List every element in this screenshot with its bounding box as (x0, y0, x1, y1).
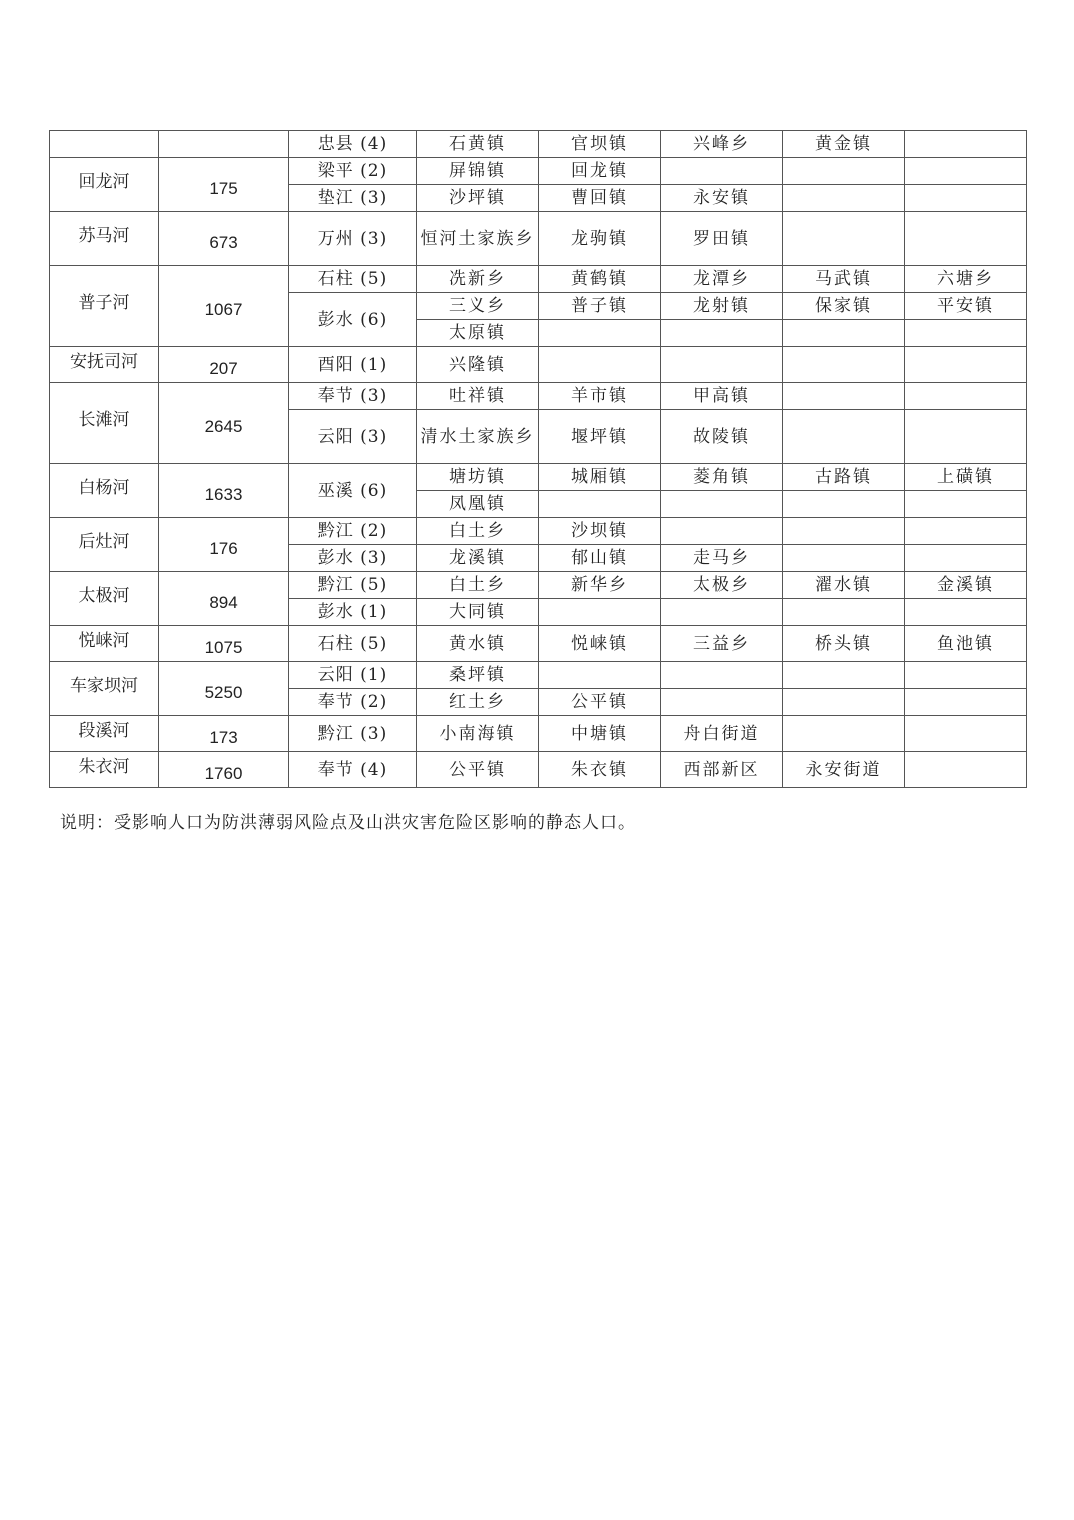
town-cell (905, 689, 1027, 716)
town-cell: 罗田镇 (661, 212, 783, 266)
town-cell (783, 212, 905, 266)
town-cell: 官坝镇 (539, 131, 661, 158)
river-name-cell: 苏马河 (50, 212, 159, 266)
town-cell (905, 752, 1027, 788)
town-cell: 兴峰乡 (661, 131, 783, 158)
town-cell (905, 410, 1027, 464)
town-cell: 三益乡 (661, 626, 783, 662)
town-cell: 永安镇 (661, 185, 783, 212)
town-cell: 保家镇 (783, 293, 905, 320)
town-cell (783, 518, 905, 545)
river-name-cell: 普子河 (50, 266, 159, 347)
town-cell (783, 689, 905, 716)
town-cell: 龙射镇 (661, 293, 783, 320)
table-row (50, 716, 1027, 752)
population-cell: 1760 (159, 752, 289, 788)
town-cell (661, 320, 783, 347)
town-cell: 龙潭乡 (661, 266, 783, 293)
population-cell: 173 (159, 716, 289, 752)
town-cell (661, 347, 783, 383)
town-cell: 西部新区 (661, 752, 783, 788)
town-cell (783, 320, 905, 347)
river-name-cell: 朱衣河 (50, 752, 159, 788)
town-cell (905, 716, 1027, 752)
county-cell: 黔江 (5) (289, 572, 417, 599)
town-cell (661, 689, 783, 716)
river-name-cell: 悦崃河 (50, 626, 159, 662)
river-name-cell (50, 131, 159, 158)
town-cell: 濯水镇 (783, 572, 905, 599)
town-cell (905, 491, 1027, 518)
county-cell: 奉节 (3) (289, 383, 417, 410)
town-cell: 清水土家族乡 (417, 410, 539, 464)
town-cell (905, 320, 1027, 347)
table-body (50, 131, 1027, 788)
town-cell: 龙驹镇 (539, 212, 661, 266)
table-note: 说明：受影响人口为防洪薄弱风险点及山洪灾害危险区影响的静态人口。 (60, 813, 636, 833)
town-cell (783, 158, 905, 185)
town-cell (539, 320, 661, 347)
town-cell (539, 491, 661, 518)
town-cell: 曹回镇 (539, 185, 661, 212)
town-cell: 三义乡 (417, 293, 539, 320)
flood-risk-table (49, 130, 1027, 788)
county-cell: 忠县 (4) (289, 131, 417, 158)
town-cell: 悦崃镇 (539, 626, 661, 662)
table-row (50, 626, 1027, 662)
river-name-cell: 后灶河 (50, 518, 159, 572)
town-cell: 中塘镇 (539, 716, 661, 752)
population-cell: 894 (159, 572, 289, 626)
town-cell: 朱衣镇 (539, 752, 661, 788)
river-name-cell: 安抚司河 (50, 347, 159, 383)
town-cell (783, 545, 905, 572)
river-name-cell: 回龙河 (50, 158, 159, 212)
town-cell: 石黄镇 (417, 131, 539, 158)
town-cell (783, 185, 905, 212)
town-cell (783, 599, 905, 626)
county-cell: 酉阳 (1) (289, 347, 417, 383)
town-cell: 马武镇 (783, 266, 905, 293)
town-cell (539, 599, 661, 626)
town-cell (539, 347, 661, 383)
town-cell: 郁山镇 (539, 545, 661, 572)
town-cell (905, 158, 1027, 185)
town-cell: 平安镇 (905, 293, 1027, 320)
county-cell: 彭水 (6) (289, 293, 417, 347)
population-cell: 673 (159, 212, 289, 266)
county-cell: 黔江 (3) (289, 716, 417, 752)
town-cell (905, 662, 1027, 689)
town-cell: 故陵镇 (661, 410, 783, 464)
town-cell: 黄水镇 (417, 626, 539, 662)
town-cell (539, 662, 661, 689)
town-cell: 走马乡 (661, 545, 783, 572)
town-cell: 永安街道 (783, 752, 905, 788)
town-cell: 凤凰镇 (417, 491, 539, 518)
population-cell: 5250 (159, 662, 289, 716)
town-cell: 桥头镇 (783, 626, 905, 662)
county-cell: 云阳 (3) (289, 410, 417, 464)
town-cell: 甲高镇 (661, 383, 783, 410)
table-row (50, 158, 1027, 185)
county-cell: 彭水 (3) (289, 545, 417, 572)
town-cell (661, 158, 783, 185)
town-cell (905, 212, 1027, 266)
town-cell: 鱼池镇 (905, 626, 1027, 662)
town-cell: 古路镇 (783, 464, 905, 491)
town-cell: 菱角镇 (661, 464, 783, 491)
town-cell (661, 599, 783, 626)
county-cell: 黔江 (2) (289, 518, 417, 545)
town-cell: 白土乡 (417, 572, 539, 599)
town-cell (661, 491, 783, 518)
town-cell (783, 347, 905, 383)
population-cell: 1067 (159, 266, 289, 347)
town-cell: 沙坪镇 (417, 185, 539, 212)
town-cell: 羊市镇 (539, 383, 661, 410)
town-cell: 大同镇 (417, 599, 539, 626)
town-cell (661, 518, 783, 545)
county-cell: 奉节 (2) (289, 689, 417, 716)
town-cell: 公平镇 (539, 689, 661, 716)
town-cell: 沙坝镇 (539, 518, 661, 545)
town-cell: 白土乡 (417, 518, 539, 545)
county-cell: 万州 (3) (289, 212, 417, 266)
town-cell: 吐祥镇 (417, 383, 539, 410)
population-cell: 207 (159, 347, 289, 383)
table-row (50, 383, 1027, 410)
town-cell: 公平镇 (417, 752, 539, 788)
town-cell: 太极乡 (661, 572, 783, 599)
river-name-cell: 长滩河 (50, 383, 159, 464)
river-name-cell: 车家坝河 (50, 662, 159, 716)
table-row (50, 266, 1027, 293)
town-cell (905, 347, 1027, 383)
town-cell: 兴隆镇 (417, 347, 539, 383)
town-cell: 小南海镇 (417, 716, 539, 752)
town-cell (783, 383, 905, 410)
population-cell: 1633 (159, 464, 289, 518)
river-name-cell: 太极河 (50, 572, 159, 626)
town-cell: 黄金镇 (783, 131, 905, 158)
town-cell: 金溪镇 (905, 572, 1027, 599)
town-cell (661, 662, 783, 689)
town-cell: 恒河土家族乡 (417, 212, 539, 266)
town-cell: 冼新乡 (417, 266, 539, 293)
county-cell: 石柱 (5) (289, 266, 417, 293)
county-cell: 彭水 (1) (289, 599, 417, 626)
table-row (50, 212, 1027, 266)
town-cell: 桑坪镇 (417, 662, 539, 689)
county-cell: 石柱 (5) (289, 626, 417, 662)
table-row (50, 131, 1027, 158)
table-row (50, 662, 1027, 689)
river-name-cell: 白杨河 (50, 464, 159, 518)
town-cell (783, 662, 905, 689)
town-cell: 龙溪镇 (417, 545, 539, 572)
town-cell: 普子镇 (539, 293, 661, 320)
town-cell (905, 131, 1027, 158)
table-row (50, 752, 1027, 788)
county-cell: 云阳 (1) (289, 662, 417, 689)
population-cell: 175 (159, 158, 289, 212)
town-cell: 太原镇 (417, 320, 539, 347)
county-cell: 垫江 (3) (289, 185, 417, 212)
town-cell (905, 383, 1027, 410)
town-cell (905, 518, 1027, 545)
town-cell (905, 185, 1027, 212)
town-cell: 堰坪镇 (539, 410, 661, 464)
town-cell: 舟白街道 (661, 716, 783, 752)
table-row (50, 572, 1027, 599)
town-cell (783, 716, 905, 752)
county-cell: 奉节 (4) (289, 752, 417, 788)
town-cell: 回龙镇 (539, 158, 661, 185)
county-cell: 梁平 (2) (289, 158, 417, 185)
town-cell (783, 491, 905, 518)
county-cell: 巫溪 (6) (289, 464, 417, 518)
town-cell: 城厢镇 (539, 464, 661, 491)
town-cell (783, 410, 905, 464)
table-row (50, 347, 1027, 383)
town-cell: 红土乡 (417, 689, 539, 716)
town-cell: 屏锦镇 (417, 158, 539, 185)
river-name-cell: 段溪河 (50, 716, 159, 752)
town-cell: 黄鹤镇 (539, 266, 661, 293)
population-cell: 176 (159, 518, 289, 572)
town-cell: 塘坊镇 (417, 464, 539, 491)
table-row (50, 518, 1027, 545)
town-cell (905, 545, 1027, 572)
table-row (50, 464, 1027, 491)
town-cell: 上磺镇 (905, 464, 1027, 491)
town-cell: 六塘乡 (905, 266, 1027, 293)
population-cell: 2645 (159, 383, 289, 464)
town-cell (905, 599, 1027, 626)
population-cell (159, 131, 289, 158)
town-cell: 新华乡 (539, 572, 661, 599)
population-cell: 1075 (159, 626, 289, 662)
